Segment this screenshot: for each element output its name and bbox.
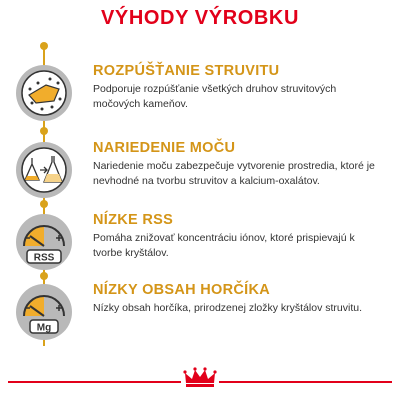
rss-icon-label: RSS xyxy=(33,252,55,264)
benefit-item xyxy=(0,212,400,282)
rss-gauge-icon xyxy=(14,212,74,272)
crystal-dissolving-icon xyxy=(14,63,74,123)
mg-gauge-icon xyxy=(14,282,74,342)
benefit-description: Nariedenie moču zabezpečuje vytvorenie prostredia, ktoré je nevhodné na tvorbu struvitov a kalcium-oxalátov. xyxy=(93,160,375,187)
mg-icon-label: Mg xyxy=(36,322,52,334)
benefit-description: Podporuje rozpúšťanie všetkých druhov struvitových močových kameňov. xyxy=(93,83,337,110)
benefit-item xyxy=(0,63,400,133)
benefit-item xyxy=(0,282,400,352)
benefit-title: NARIEDENIE MOČU xyxy=(93,140,236,156)
benefit-item xyxy=(0,140,400,210)
benefit-title: ROZPÚŠŤANIE STRUVITU xyxy=(93,63,280,79)
timeline-dot xyxy=(40,42,48,50)
benefit-description: Pomáha znižovať koncentráciu iónov, ktoré prispievajú k tvorbe kryštálov. xyxy=(93,232,355,259)
urine-dilution-flask-icon xyxy=(14,140,74,200)
benefit-title: NÍZKY OBSAH HORČÍKA xyxy=(93,282,271,298)
benefit-title: NÍZKE RSS xyxy=(93,212,174,228)
royal-canin-crown-logo xyxy=(181,366,219,390)
benefit-description: Nízky obsah horčíka, prirodzenej zložky kryštálov struvitu. xyxy=(93,302,363,314)
page-title: VÝHODY VÝROBKU xyxy=(100,7,300,29)
